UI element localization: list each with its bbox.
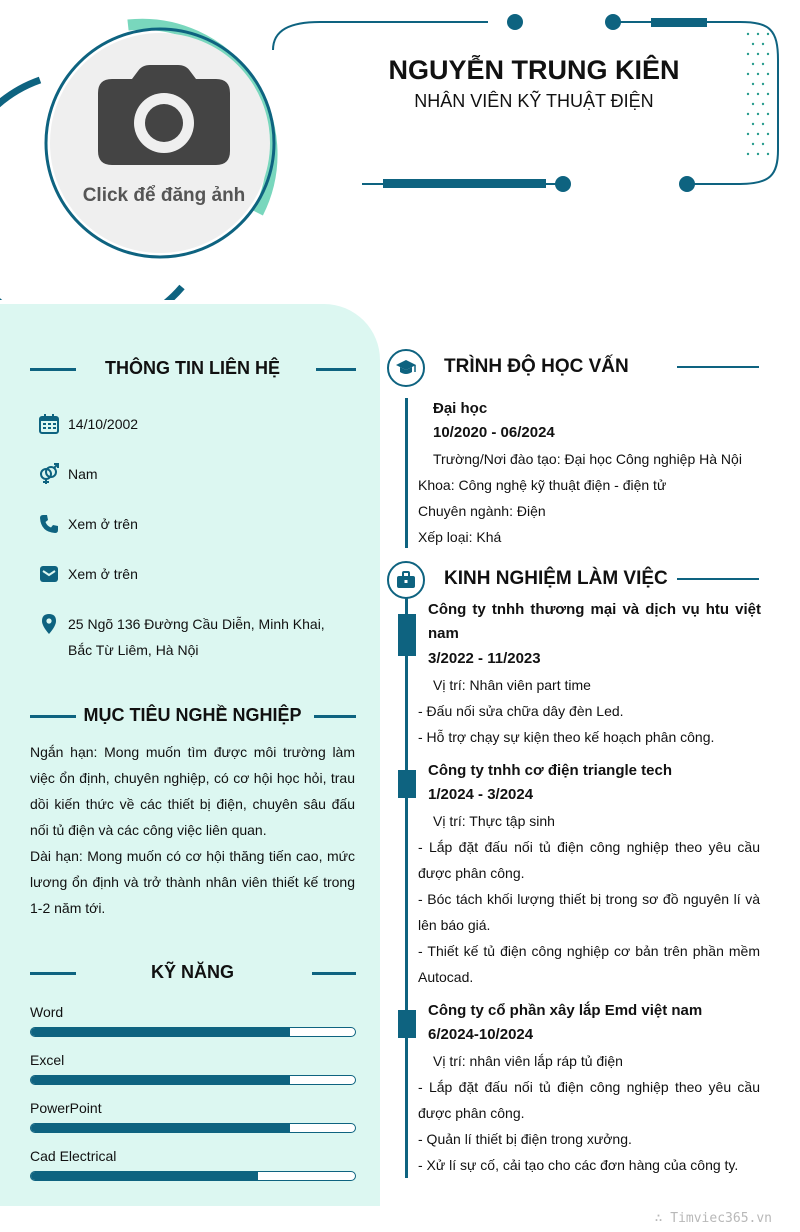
contact-birthday bbox=[38, 411, 328, 437]
job-period: 1/2024 - 3/2024 bbox=[428, 786, 534, 803]
skills-title: KỸ NĂNG bbox=[150, 962, 234, 982]
job-company: Công ty tnhh thương mại và dịch vụ htu việt nam bbox=[428, 601, 761, 642]
skill-name: Word bbox=[30, 1004, 64, 1020]
job-task: - Bóc tách khối lượng thiết bị trong sơ đồ nguyên lí và lên báo giá. bbox=[418, 891, 760, 933]
education-degree: Đại học bbox=[433, 400, 488, 417]
job-company: Công ty cổ phần xây lắp Emd việt nam bbox=[428, 1002, 703, 1019]
job-task: - Lắp đặt đấu nối tủ điện công nghiệp theo yêu cầu được phân công. bbox=[418, 1079, 760, 1121]
photo-upload[interactable] bbox=[50, 33, 270, 253]
job-role: Vị trí: nhân viên lắp ráp tủ điện bbox=[433, 1053, 623, 1069]
location-pin-icon bbox=[38, 613, 60, 635]
phone-value: Xem ở trên bbox=[68, 516, 138, 532]
objective-short-term: Ngắn hạn: Mong muốn tìm được môi trường làm việc ổn định, chuyên nghiệp, có cơ hội học hỏi, trau dồi kiến thức về các thiết bị điện, chuyên sâu đấu nối tủ điện và các công việc liên quan. bbox=[30, 744, 355, 838]
contact-title: THÔNG TIN LIÊN HỆ bbox=[105, 358, 280, 378]
timeline-marker bbox=[398, 614, 416, 656]
education-period: 10/2020 - 06/2024 bbox=[433, 424, 555, 441]
contact-email bbox=[38, 561, 328, 587]
skill-bar bbox=[30, 1171, 356, 1181]
contact-phone bbox=[38, 511, 328, 537]
job-task: - Thiết kế tủ điện công nghiệp cơ bản trên phần mềm Autocad. bbox=[418, 943, 760, 985]
address-value: 25 Ngõ 136 Đường Cầu Diễn, Minh Khai, Bắc Từ Liêm, Hà Nội bbox=[68, 616, 325, 658]
skill-bar bbox=[30, 1123, 356, 1133]
job-task: - Đấu nối sửa chữa dây đèn Led. bbox=[418, 703, 624, 719]
watermark: ∴ Timviec365.vn bbox=[654, 1211, 772, 1226]
education-school: Trường/Nơi đào tạo: Đại học Công nghiệp Hà Nội bbox=[433, 451, 742, 467]
watermark-text: Timviec365.vn bbox=[670, 1211, 772, 1226]
skill-name: Excel bbox=[30, 1052, 65, 1068]
timeline-line bbox=[405, 598, 408, 1178]
section-divider bbox=[677, 366, 759, 368]
experience-icon-badge bbox=[387, 561, 425, 599]
section-divider bbox=[316, 368, 356, 371]
education-title: TRÌNH ĐỘ HỌC VẤN bbox=[444, 356, 629, 377]
photo-label: Click để đăng ảnh bbox=[82, 185, 246, 206]
objective-long-term: Dài hạn: Mong muốn có cơ hội thăng tiến cao, mức lương ổn định và trở thành nhân viên thiết kế trong 1-2 năm tới. bbox=[30, 848, 355, 916]
skill-bar-fill bbox=[31, 1028, 290, 1036]
timeline-marker bbox=[398, 1010, 416, 1038]
candidate-position: NHÂN VIÊN KỸ THUẬT ĐIỆN bbox=[414, 91, 654, 111]
experience-title: KINH NGHIỆM LÀM VIỆC bbox=[444, 568, 668, 589]
section-divider bbox=[314, 715, 356, 718]
job-task: - Hỗ trợ chạy sự kiện theo kế hoạch phân công. bbox=[418, 729, 715, 745]
email-icon bbox=[38, 563, 60, 585]
education-faculty: Khoa: Công nghệ kỹ thuật điện - điện tử bbox=[418, 477, 667, 493]
phone-icon bbox=[38, 513, 60, 535]
contact-gender bbox=[38, 461, 328, 487]
skill-bar-fill bbox=[31, 1076, 290, 1084]
contact-address bbox=[38, 611, 328, 663]
skill-bar bbox=[30, 1027, 356, 1037]
dot-pattern bbox=[747, 33, 769, 155]
section-divider bbox=[312, 972, 356, 975]
calendar-icon bbox=[38, 413, 60, 435]
camera-icon bbox=[98, 65, 230, 165]
job-role: Vị trí: Nhân viên part time bbox=[433, 677, 591, 693]
skill-bar-fill bbox=[31, 1172, 258, 1180]
job-period: 3/2022 - 11/2023 bbox=[428, 650, 541, 667]
education-major: Chuyên ngành: Điện bbox=[418, 503, 546, 519]
job-period: 6/2024-10/2024 bbox=[428, 1026, 534, 1043]
gender-value: Nam bbox=[68, 466, 98, 482]
timeline-marker bbox=[398, 770, 416, 798]
job-task: - Xử lí sự cố, cải tạo cho các đơn hàng của công ty. bbox=[418, 1157, 739, 1173]
gender-icon bbox=[38, 463, 60, 485]
skill-bar-fill bbox=[31, 1124, 290, 1132]
skill-bar bbox=[30, 1075, 356, 1085]
graduation-cap-icon bbox=[395, 359, 417, 377]
job-task: - Lắp đặt đấu nối tủ điện công nghiệp theo yêu cầu được phân công. bbox=[418, 839, 760, 881]
skill-name: PowerPoint bbox=[30, 1100, 102, 1116]
briefcase-icon bbox=[396, 571, 416, 589]
birthday-value: 14/10/2002 bbox=[68, 416, 139, 432]
email-value: Xem ở trên bbox=[68, 566, 138, 582]
timeline-line bbox=[405, 398, 408, 548]
education-icon-badge bbox=[387, 349, 425, 387]
job-company: Công ty tnhh cơ điện triangle tech bbox=[428, 762, 673, 779]
skill-name: Cad Electrical bbox=[30, 1148, 117, 1164]
education-grade: Xếp loại: Khá bbox=[418, 529, 502, 545]
objective-title: MỤC TIÊU NGHỀ NGHIỆP bbox=[83, 705, 302, 725]
job-role: Vị trí: Thực tập sinh bbox=[433, 813, 555, 829]
candidate-name: NGUYỄN TRUNG KIÊN bbox=[388, 55, 680, 85]
section-divider bbox=[677, 578, 759, 580]
job-task: - Quản lí thiết bị điện trong xưởng. bbox=[418, 1131, 632, 1147]
